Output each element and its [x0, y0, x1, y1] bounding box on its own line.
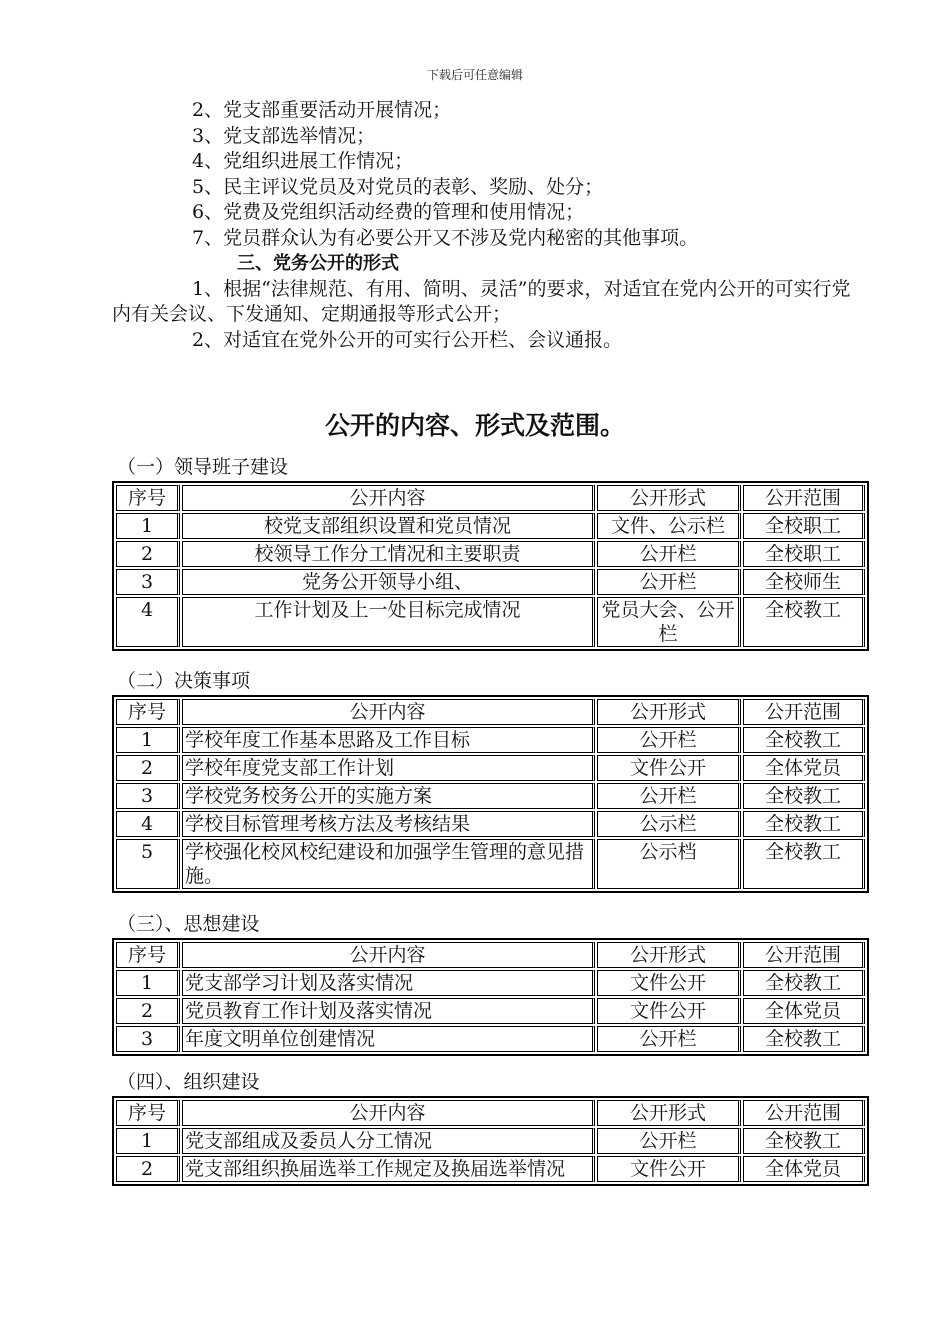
cell-scope: 全校职工 [743, 513, 865, 539]
cell-content: 党务公开领导小组、 [182, 569, 595, 595]
intro-line: 2、党支部重要活动开展情况； [192, 99, 452, 121]
cell-scope: 全体党员 [743, 755, 865, 781]
header-no: 序号 [116, 485, 180, 511]
header-scope: 公开范围 [743, 1100, 865, 1126]
cell-content: 年度文明单位创建情况 [182, 1026, 595, 1052]
section-title: （三）、思想建设 [117, 913, 260, 935]
cell-content: 学校强化校风校纪建设和加强学生管理的意见措施。 [182, 839, 595, 889]
cell-no: 1 [116, 727, 180, 753]
cell-no: 2 [116, 755, 180, 781]
cell-form: 公开栏 [597, 569, 741, 595]
cell-scope: 全校师生 [743, 569, 865, 595]
header-no: 序号 [116, 1100, 180, 1126]
cell-no: 1 [116, 513, 180, 539]
table-row [116, 597, 865, 647]
section-decisions [112, 668, 862, 893]
table-row [116, 839, 865, 889]
cell-scope: 全校教工 [743, 1128, 865, 1154]
cell-scope: 全校教工 [743, 839, 865, 889]
table-row [116, 783, 865, 809]
cell-scope: 全校教工 [743, 811, 865, 837]
header-content: 公开内容 [182, 485, 595, 511]
table-row [116, 727, 865, 753]
cell-content: 学校年度党支部工作计划 [182, 755, 595, 781]
table-row [116, 1026, 865, 1052]
table-row [116, 755, 865, 781]
cell-content: 校领导工作分工情况和主要职责 [182, 541, 595, 567]
cell-form: 文件公开 [597, 1156, 741, 1182]
cell-no: 2 [116, 541, 180, 567]
cell-no: 3 [116, 1026, 180, 1052]
header-scope: 公开范围 [743, 485, 865, 511]
cell-form: 公开栏 [597, 783, 741, 809]
disclosure-table [112, 481, 869, 651]
header-form: 公开形式 [597, 942, 741, 968]
cell-no: 3 [116, 569, 180, 595]
header-content: 公开内容 [182, 942, 595, 968]
section-title: （四）、组织建设 [117, 1071, 260, 1093]
cell-no: 5 [116, 839, 180, 889]
header-no: 序号 [116, 942, 180, 968]
table-row [116, 1156, 865, 1182]
cell-form: 文件公开 [597, 998, 741, 1024]
cell-content: 学校目标管理考核方法及考核结果 [182, 811, 595, 837]
cell-content: 党员教育工作计划及落实情况 [182, 998, 595, 1024]
section-ideology [112, 911, 862, 1056]
table-row [116, 513, 865, 539]
form-paragraph-1: 1、根据“法律规范、有用、简明、灵活”的要求，对适宜在党内公开的可实行党内有关会议、下发通知、定期通报等形式公开； [112, 277, 851, 325]
cell-no: 4 [116, 811, 180, 837]
section-title: （二）决策事项 [117, 670, 251, 692]
cell-scope: 全校教工 [743, 783, 865, 809]
cell-content: 党支部学习计划及落实情况 [182, 970, 595, 996]
cell-form: 文件、公示栏 [597, 513, 741, 539]
header-content: 公开内容 [182, 1100, 595, 1126]
intro-line: 7、党员群众认为有必要公开又不涉及党内秘密的其他事项。 [192, 226, 699, 249]
intro-line: 4、党组织进展工作情况； [192, 150, 414, 172]
cell-form: 公开栏 [597, 1128, 741, 1154]
cell-no: 1 [116, 1128, 180, 1154]
table-row [116, 970, 865, 996]
header-form: 公开形式 [597, 485, 741, 511]
intro-text [112, 98, 852, 353]
form-paragraph-2: 2、对适宜在党外公开的可实行公开栏、会议通报。 [192, 328, 623, 351]
cell-scope: 全校教工 [743, 727, 865, 753]
table-header-row [116, 942, 865, 968]
cell-form: 文件公开 [597, 970, 741, 996]
table-row [116, 1128, 865, 1154]
cell-content: 党支部组成及委员人分工情况 [182, 1128, 595, 1154]
cell-scope: 全体党员 [743, 1156, 865, 1182]
cell-form: 文件公开 [597, 755, 741, 781]
table-header-row [116, 699, 865, 725]
disclosure-table [112, 1096, 869, 1186]
cell-no: 4 [116, 597, 180, 647]
intro-line: 3、党支部选举情况； [192, 124, 376, 147]
cell-scope: 全校教工 [743, 970, 865, 996]
cell-form: 公开栏 [597, 1026, 741, 1052]
cell-form: 公开栏 [597, 541, 741, 567]
section-organization [112, 1069, 862, 1186]
cell-no: 2 [116, 998, 180, 1024]
header-content: 公开内容 [182, 699, 595, 725]
table-row [116, 541, 865, 567]
table-row [116, 998, 865, 1024]
table-header-row [116, 1100, 865, 1126]
cell-no: 3 [116, 783, 180, 809]
section-title: （一）领导班子建设 [117, 456, 289, 478]
intro-line: 5、民主评议党员及对党员的表彰、奖励、处分； [192, 175, 604, 198]
page-header-note: 下载后可任意编辑 [426, 68, 523, 82]
cell-content: 学校党务校务公开的实施方案 [182, 783, 595, 809]
cell-form: 党员大会、公开栏 [597, 597, 741, 647]
section-leadership [112, 454, 862, 651]
header-form: 公开形式 [597, 1100, 741, 1126]
cell-scope: 全校职工 [743, 541, 865, 567]
cell-content: 学校年度工作基本思路及工作目标 [182, 727, 595, 753]
table-row [116, 811, 865, 837]
cell-content: 校党支部组织设置和党员情况 [182, 513, 595, 539]
header-form: 公开形式 [597, 699, 741, 725]
header-scope: 公开范围 [743, 942, 865, 968]
table-header-row [116, 485, 865, 511]
cell-form: 公开栏 [597, 727, 741, 753]
cell-content: 工作计划及上一处目标完成情况 [182, 597, 595, 647]
section-heading: 三、党务公开的形式 [237, 253, 399, 274]
cell-form: 公示栏 [597, 811, 741, 837]
cell-content: 党支部组织换届选举工作规定及换届选举情况 [182, 1156, 595, 1182]
header-scope: 公开范围 [743, 699, 865, 725]
disclosure-table [112, 695, 869, 893]
intro-line: 6、党费及党组织活动经费的管理和使用情况； [192, 201, 585, 223]
cell-form: 公示档 [597, 839, 741, 889]
disclosure-table [112, 938, 869, 1056]
header-no: 序号 [116, 699, 180, 725]
cell-scope: 全体党员 [743, 998, 865, 1024]
cell-no: 1 [116, 970, 180, 996]
cell-scope: 全校教工 [743, 1026, 865, 1052]
cell-scope: 全校教工 [743, 597, 865, 647]
table-row [116, 569, 865, 595]
cell-no: 2 [116, 1156, 180, 1182]
document-title: 公开的内容、形式及范围。 [324, 411, 625, 440]
